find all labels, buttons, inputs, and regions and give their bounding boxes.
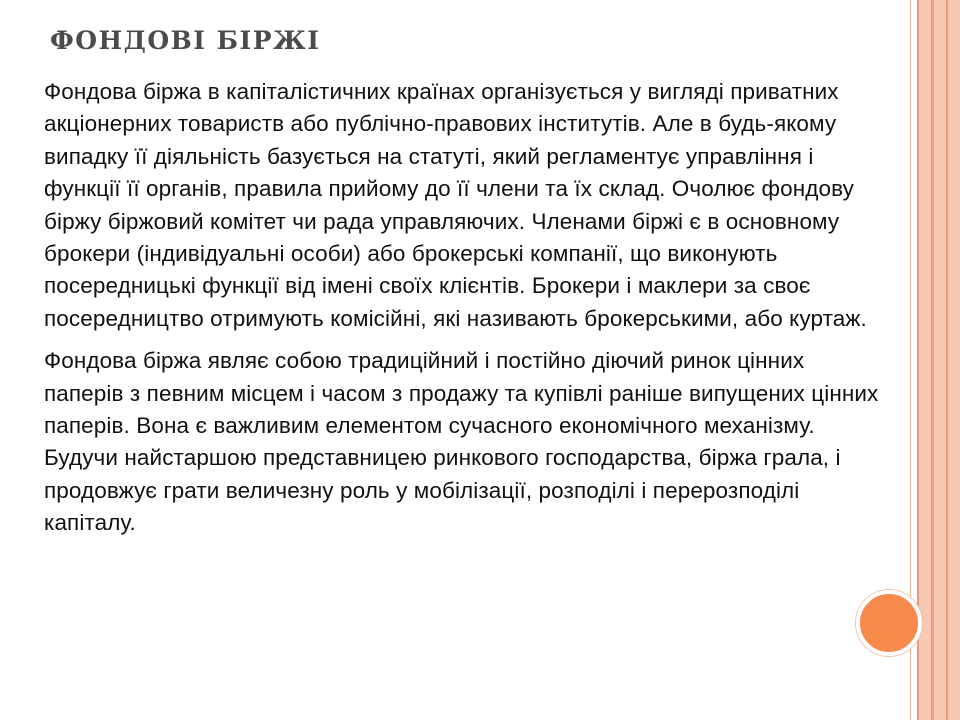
body-paragraph: Фондова біржа в капіталістичних країнах організується у вигляді приватних акціонерних товариств або публічно-правових інститутів. Але в будь-якому випадку її діяльність базується на статуті, який регламентує управління і функції її органів, правила прийому до її члени та їх склад. Очолює фондову біржу біржовий комітет чи рада управляючих. Членами біржі є в основному брокери (індивідуальні особи) або брокерські компанії, що виконують посередницькі функції від імені своїх клієнтів. Брокери і маклери за своє посередництво отримують комісійні, які називають брокерськими, або куртаж. <box>44 79 867 331</box>
body-paragraph: Фондова біржа являє собою традиційний і постійно діючий ринок цінних паперів з певним місцем і часом з продажу та купівлі раніше випущених цінних паперів. Вона є важливим елементом сучасного економічного механізму. Будучи найстаршою представницею ринкового господарства, біржа грала, і продовжує грати величезну роль у мобілізації, розподілі і перерозподілі капіталу. <box>44 348 879 536</box>
slide-title: ФОНДОВІ БІРЖІ <box>50 26 321 55</box>
decorative-stripe-line <box>946 0 948 720</box>
slide-body <box>44 76 890 550</box>
decorative-stripe-band <box>918 0 960 720</box>
decorative-stripe-line <box>931 0 934 720</box>
decorative-circle <box>856 590 922 656</box>
